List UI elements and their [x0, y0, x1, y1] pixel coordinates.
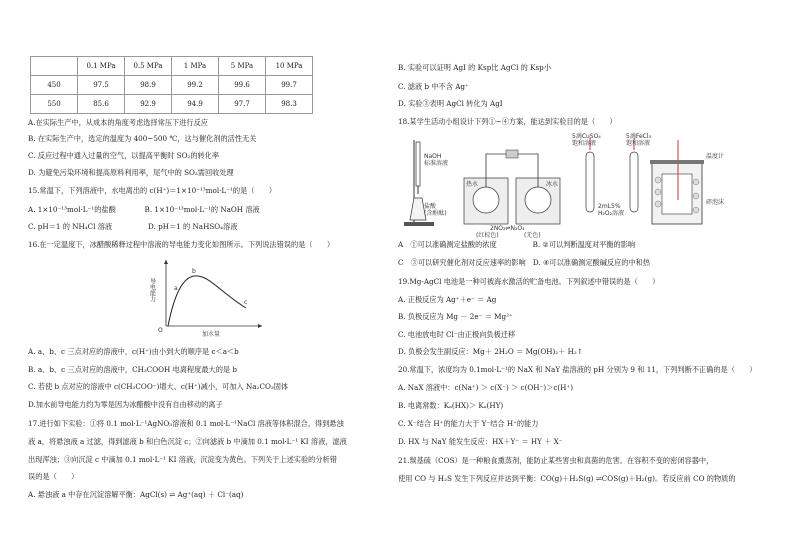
point-a: a	[174, 285, 178, 292]
text-line: 使用 CO 与 H₂S 发生下列反应并达到平衡：CO(g)＋H₂S(g) ⇌COS(g)＋H₂(g)。若反应前 CO 的物质的	[398, 474, 736, 483]
text-line: 出现浑浊；③向沉淀 c 中滴加 0.1 mol·L⁻¹ KI 溶液，沉淀变为黄色。下列关于上述实验的分析错	[28, 455, 337, 464]
right-text	[398, 0, 770, 560]
x-label: 加水量	[202, 331, 221, 338]
naoh-label: NaOH	[424, 153, 442, 160]
text-line: A. 正极反应为 Ag⁺＋e⁻ ＝ Ag	[398, 295, 497, 304]
table-cell: 1 MPa	[172, 57, 219, 76]
red-label: (红棕色)	[476, 232, 499, 239]
text-line: 误的是（ ）	[28, 472, 79, 481]
text-line: B. 在实际生产中，选定的温度为 400~500 ℃，这与催化剂的活性无关	[28, 134, 257, 143]
table-cell: 550	[31, 95, 78, 114]
table-cell: 92.9	[125, 95, 172, 114]
text-line: A ①可以准确测定盐酸的浓度 B. ②可以判断温度对平衡的影响	[398, 240, 636, 249]
text-line: C. pH＝1 的 NH₄Cl 溶液 D. pH＝1 的 NaHSO₄溶液	[28, 222, 238, 231]
table-cell: 5 MPa	[219, 57, 266, 76]
conductivity-curve	[168, 276, 246, 326]
text-line: D.加水前导电能力约为零是因为冰醋酸中没有自由移动的离子	[28, 400, 223, 409]
text-line: D. 实验③表明 AgCl 转化为 AgI	[398, 99, 503, 108]
question-20: 20.常温下，浓度均为 0.1mol·L⁻¹的 NaX 和 NaY 盐溶液的 pH 分别为 9 和 11，下列判断不正确的是（ ）	[398, 365, 757, 374]
text-line: C. X⁻结合 H⁺的能力大于 Y⁻结合 H⁺的能力	[398, 419, 539, 428]
no2-equilibrium-setup	[464, 150, 560, 239]
text-line: A. 悬浊液 a 中存在沉淀溶解平衡：AgCl(s) ⇌ Ag⁺(aq) ＋ Cl⁻(aq)	[28, 490, 244, 499]
table-cell: 0.5 MPa	[125, 57, 172, 76]
text-line: D. 负极会发生副反应：Mg＋ 2H₂O ＝ Mg(OH)₂＋ H₂↑	[398, 347, 583, 356]
table-cell: 98.3	[266, 95, 313, 114]
text-line: C. 若使 b 点对应的溶液中 c(CH₃COO⁻)增大、c(H⁺)减小，可加入 Na₂CO₃固体	[28, 382, 289, 391]
table-cell: 0.1 MPa	[78, 57, 125, 76]
equation-label: 2NO₂⇌N₂O₄	[490, 225, 525, 232]
question-17: 17.进行如下实验：①将 0.1 mol·L⁻¹AgNO₃溶液和 0.1 mol·L⁻¹NaCl 溶液等体积混合，得到悬浊	[28, 419, 344, 428]
y-arrow	[164, 260, 168, 264]
table-cell: 99.6	[219, 76, 266, 95]
table-cell: 97.5	[78, 76, 125, 95]
text-line: C. 反应过程中通入过量的空气，以提高平衡时 SO₂的转化率	[28, 151, 220, 160]
text-line: B. 电离常数：Kₐ(HX)＞ Kₐ(HY)	[398, 401, 504, 410]
table-cell: 94.9	[172, 95, 219, 114]
foam-label: 碎泡沫	[706, 199, 725, 206]
text-line: C. 滤液 b 中不含 Ag⁺	[398, 82, 469, 91]
table-cell: 97.7	[219, 95, 266, 114]
question-19: 19.Mg-AgCl 电池是一种可被海水激活的贮备电池。下列叙述中错误的是（ ）	[398, 277, 660, 286]
table-cell: 98.9	[125, 76, 172, 95]
fecl3-label2: 饱和溶液	[626, 140, 651, 147]
origin-label: O	[158, 327, 163, 334]
conductivity-graph	[150, 256, 270, 336]
apparatus-figures	[400, 130, 740, 238]
text-line: C ③可以研究催化剂对反应速率的影响 D. ④可以准确测定酸碱反应的中和热	[398, 258, 651, 267]
hot-water-label: 热水	[466, 181, 479, 188]
question-18: 18.某学生活动小组设计下列①~④方案，能达到实验目的是（ ）	[398, 117, 617, 126]
text-line: A. NaX 溶液中：c(Na⁺) ＞ c(X⁻) ＞ c(OH⁻)＞c(H⁺)	[398, 383, 574, 392]
naoh-label2: 标准溶液	[424, 160, 449, 167]
calorimeter	[650, 140, 724, 224]
question-15: 15.常温下，下列溶液中，水电离出的 c(H⁺)＝1×10⁻¹³mol·L⁻¹的是（ ）	[28, 186, 277, 195]
table-cell: 85.6	[78, 95, 125, 114]
cold-water-label: 冰水	[546, 181, 559, 188]
titration-setup	[404, 140, 448, 226]
h2o2-label: 2mL5%	[598, 203, 621, 210]
text-line: D. HX 与 NaY 能发生反应：HX＋Y⁻ ＝ HY ＋ X⁻	[398, 437, 563, 446]
text-line: C. 电池放电时 Cl⁻由正极向负极迁移	[398, 330, 516, 339]
table-cell: 99.7	[266, 76, 313, 95]
thermometer-label: 温度计	[706, 153, 725, 160]
text-line: A.在实际生产中，从成本的角度考虑选择常压下进行反应	[28, 118, 208, 127]
x-arrow	[258, 324, 262, 328]
table-cell: 450	[31, 76, 78, 95]
text-line: D. 为避免污染环境和提高原料利用率，尾气中的 SO₂需回收处理	[28, 168, 234, 177]
text-line: A. 1×10⁻¹³mol·L⁻¹的盐酸 B. 1×10⁻¹³mol·L⁻¹的 NaOH 溶液	[28, 205, 260, 214]
fecl3-label: 5滴FeCl₃	[626, 133, 651, 140]
table-cell: 99.2	[172, 76, 219, 95]
catalyst-tubes	[572, 132, 651, 217]
text-line: B. 实验可以证明 AgI 的 Ksp比 AgCl 的 Ksp小	[398, 63, 551, 72]
cuso4-label2: 饱和溶液	[572, 140, 597, 147]
text-line: 液 a，将悬浊液 a 过滤，得到滤液 b 和白色沉淀 c；②向滤液 b 中滴加 0.1 mol·L⁻¹ KI 溶液，滤液	[28, 437, 347, 446]
h2o2-label2: H₂O₂溶液	[598, 210, 625, 217]
cuso4-label: 5滴CuSO₄	[572, 133, 601, 140]
text-line: B. a、b、c 三点对应的溶液中，CH₃COOH 电离程度最大的是 b	[28, 365, 237, 374]
y-label: 导电能力	[148, 278, 156, 302]
point-c: c	[244, 299, 248, 306]
acid-label: 盐酸	[424, 203, 437, 210]
text-line: B. 负极反应为 Mg － 2e⁻ ＝ Mg²⁺	[398, 312, 513, 321]
table-cell: 10 MPa	[266, 57, 313, 76]
question-16: 16.在一定温度下，冰醋酸稀释过程中溶液的导电能力变化如图所示。下列说法错误的是（ ）	[28, 240, 335, 249]
text-line: A. a、b、c 三点对应的溶液中，c(H⁺)由小到大的顺序是 c＜a＜b	[28, 347, 239, 356]
acid-label2: (含酚酞)	[424, 210, 447, 217]
point-b: b	[192, 268, 196, 275]
colorless-label: (无色)	[524, 232, 541, 239]
question-21: 21.羰基硫（COS）是一种粮食熏蒸剂，能防止某些害虫和真菌的危害。在容积不变的密闭容器中，	[398, 456, 714, 465]
